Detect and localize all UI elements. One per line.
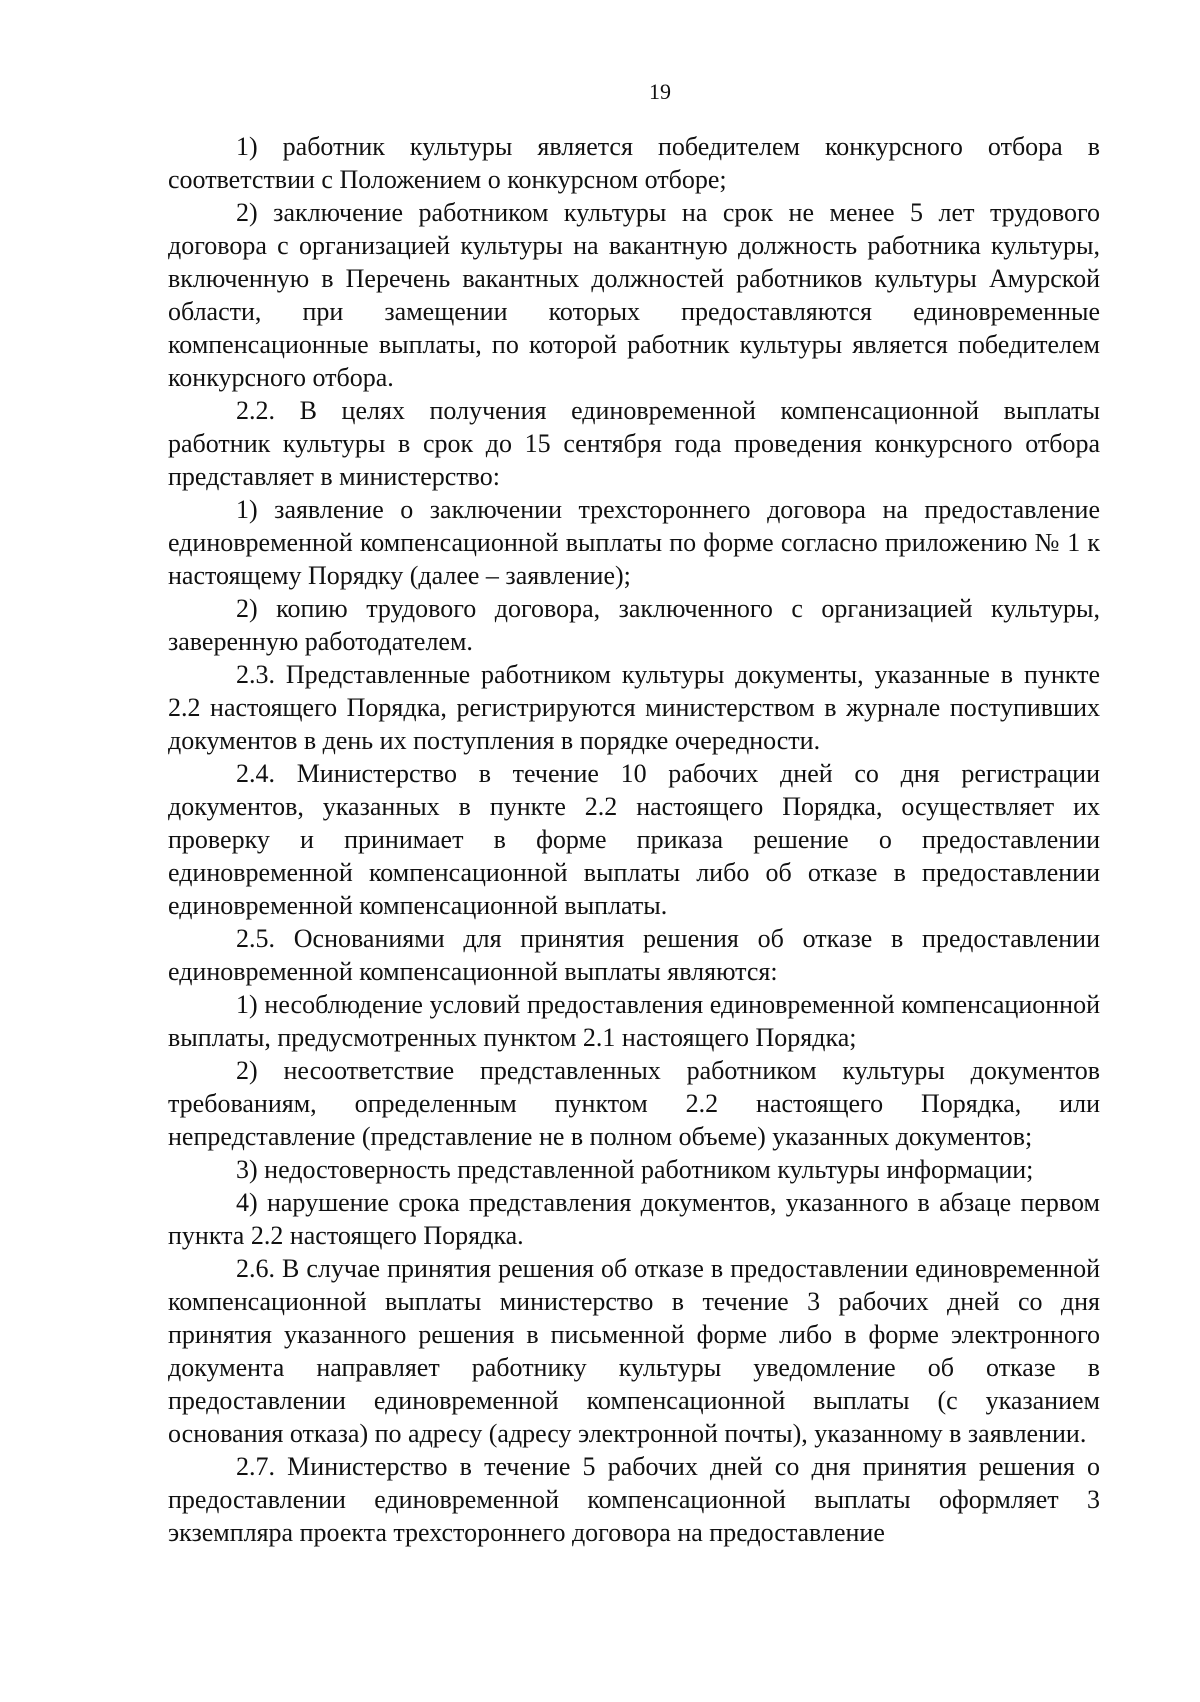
paragraph: 4) нарушение срока представления документов, указанного в абзаце первом пункта 2.2 настоящего Порядка. (168, 1188, 1100, 1250)
paragraph: 1) заявление о заключении трехстороннего договора на предоставление единовременной компенсационной выплаты по форме согласно приложению № 1 к настоящему Порядку (далее – заявление); (168, 495, 1100, 590)
paragraph: 2.3. Представленные работником культуры документы, указанные в пункте 2.2 настоящего Порядка, регистрируются министерством в журнале поступивших документов в день их поступления в порядке очередности. (168, 660, 1100, 755)
paragraph: 2) несоответствие представленных работником культуры документов требованиям, определенным пунктом 2.2 настоящего Порядка, или непредставление (представление не в полном объеме) указанных документов; (168, 1056, 1100, 1151)
page-number: 19 (649, 79, 671, 104)
paragraph: 2.6. В случае принятия решения об отказе в предоставлении единовременной компенсационной выплаты министерство в течение 3 рабочих дней со дня принятия указанного решения в письменной форме либо в форме электронного документа направляет работнику культуры уведомление об отказе в предоставлении единовременной компенсационной выплаты (с указанием основания отказа) по адресу (адресу электронной почты), указанному в заявлении. (168, 1254, 1100, 1448)
paragraph: 1) несоблюдение условий предоставления единовременной компенсационной выплаты, предусмотренных пунктом 2.1 настоящего Порядка; (168, 990, 1100, 1052)
paragraph: 2.4. Министерство в течение 10 рабочих дней со дня регистрации документов, указанных в пункте 2.2 настоящего Порядка, осуществляет их проверку и принимает в форме приказа решение о предоставлении единовременной компенсационной выплаты либо об отказе в предоставлении единовременной компенсационной выплаты. (168, 759, 1100, 920)
paragraph: 3) недостоверность представленной работником культуры информации; (236, 1155, 1034, 1184)
paragraph: 2) копию трудового договора, заключенного с организацией культуры, заверенную работодателем. (168, 594, 1100, 656)
paragraph: 2.7. Министерство в течение 5 рабочих дней со дня принятия решения о предоставлении единовременной компенсационной выплаты оформляет 3 экземпляра проекта трехстороннего договора на предоставление (168, 1452, 1100, 1547)
paragraph: 2.5. Основаниями для принятия решения об отказе в предоставлении единовременной компенсационной выплаты являются: (168, 924, 1100, 986)
paragraph: 2.2. В целях получения единовременной компенсационной выплаты работник культуры в срок до 15 сентября года проведения конкурсного отбора представляет в министерство: (168, 396, 1100, 491)
paragraph: 2) заключение работником культуры на срок не менее 5 лет трудового договора с организацией культуры на вакантную должность работника культуры, включенную в Перечень вакантных должностей работников культуры Амурской области, при замещении которых предоставляются единовременные компенсационные выплаты, по которой работник культуры является победителем конкурсного отбора. (168, 198, 1100, 392)
paragraph: 1) работник культуры является победителем конкурсного отбора в соответствии с Положением о конкурсном отборе; (168, 132, 1100, 194)
document-body (168, 130, 1100, 1549)
